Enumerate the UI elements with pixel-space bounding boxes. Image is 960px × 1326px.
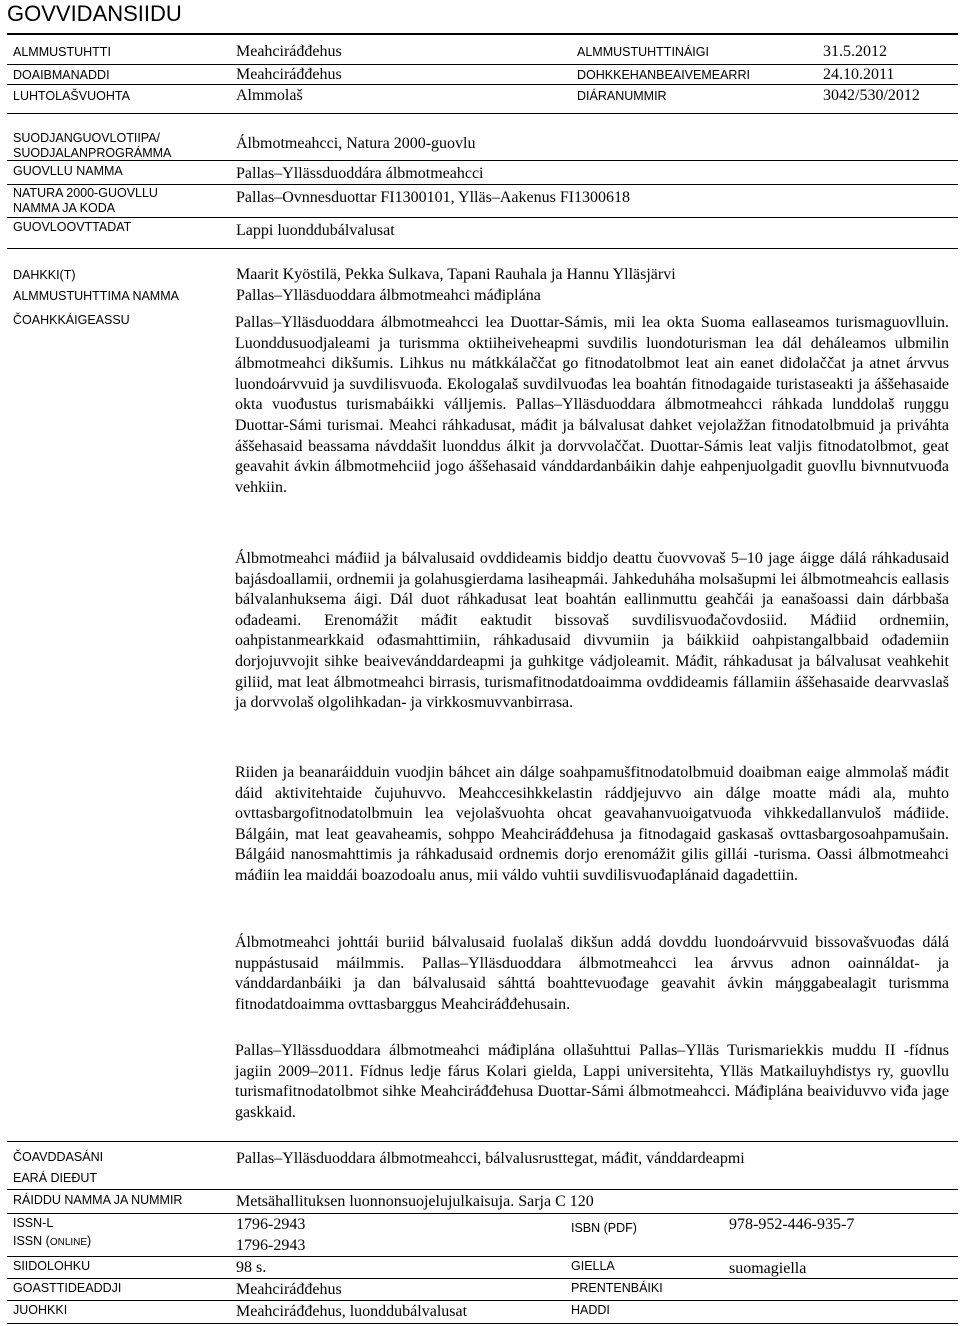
issn-value: 1796-2943 xyxy=(236,1216,306,1233)
divider xyxy=(7,1323,958,1324)
price-label: HADDI xyxy=(571,1303,610,1317)
divider xyxy=(7,217,958,218)
keywords-value: Pallas–Ylläsduoddara álbmotmeahcci, bálvalusrusttegat, máđit, vánddardeapmi xyxy=(236,1150,745,1167)
summary-paragraph: Pallas–Yllässduoddara álbmotmeahci máđiplána ollašuhttui Pallas–Ylläs Turismariekkis muddu II -fídnus jagiin 2009–2011. Fídnus ledje fárus Kolari gielda, Lappi universitehta, Ylläs Matkailuyhdistys ry, guovllu turismafitnodatolbmot sihke Meahciráđđehusa Duottar-Sámi álbmotmeahcci. Máđiplána beaividuvvo viđa jage gaskkaid. xyxy=(235,1042,949,1121)
issn-online-value: 1796-2943 xyxy=(236,1237,306,1254)
divider xyxy=(7,1300,958,1301)
pubdate-label: ALMMUSTUHTTINÁIGI xyxy=(577,45,709,59)
author-label: ALMMUSTUHTTI xyxy=(13,45,111,59)
regional-label: GUOVLOOVTTADAT xyxy=(13,220,132,234)
order-date-value: 24.10.2011 xyxy=(823,66,895,83)
pubname-value: Pallas–Ylläsduoddara álbmotmeahci máđiplána xyxy=(236,287,541,304)
natura-label: NATURA 2000-GUOVLLU NAMMA JA KODA xyxy=(13,186,158,215)
summary-paragraph: Riiden ja beanaráiddu​in vuodjin báhcet ain dálge soahpamušfitnodatolbmuid doaibman eaige almmolaš máđit dáid aktivitehtaide čujuhuvvo. Meahccesihkkelastin ráddjejuvvo ain dálge moatte mádi ala, muhto ovttasbargofitnodatolbmuin lea vejolašvuohta ohcat geavahanvuoigatvuođa vihkkedallanvuloš máđiide. Bálgáin, mat leat geavaheamis, sohppo Meahciráđđehusa ja fitnodagaid gaskasaš ovttasbargosoahpamušain. Bálgáid nanosmahttimis ja ráhkadusaid ordnemis dorjo erenomážit gilis gillái -turisma. Oassi álbmotmeahci máđiin lea maiddái boazodoalu anus, mii váldo vuhtii suvdilisvuođaplánaid dagadettiin. xyxy=(235,764,949,884)
distributor-value: Meahciráđđehus, luonddubálvalusat xyxy=(236,1303,468,1320)
distributor-label: JUOHKKI xyxy=(13,1303,68,1317)
divider xyxy=(7,184,958,185)
divider xyxy=(7,1141,958,1142)
series-value: Metsähallituksen luonnonsuojelujulkaisuja. Sarja C 120 xyxy=(236,1193,594,1210)
pages-value: 98 s. xyxy=(236,1259,267,1276)
pubdate-value: 31.5.2012 xyxy=(823,43,887,60)
natura-value: Pallas–Ovnnesduottar FI1300101, Ylläs–Aakenus FI1300618 xyxy=(236,189,631,206)
ordered-label: DOAIBMANADDI xyxy=(13,68,110,82)
divider xyxy=(7,1189,958,1190)
area-name-value: Pallas–Yllässduoddára álbmotmeahcci xyxy=(236,165,484,182)
program-value: Álbmotmeahcci, Natura 2000-guovlu xyxy=(236,135,476,152)
series-label: RÁIDDU NAMMA JA NUMMIR xyxy=(13,1193,183,1207)
area-name-label: GUOVLLU NAMMA xyxy=(13,164,123,178)
issn-label: ISSN-L xyxy=(13,1216,54,1230)
publisher-label: GOASTTIDEADDJI xyxy=(13,1281,122,1295)
issn-online-label: ISSN (ONLINE) xyxy=(13,1234,92,1248)
publisher-value: Meahciráđđehus xyxy=(236,1281,342,1298)
divider xyxy=(7,160,958,161)
summary-paragraph: Álbmotmeahci johttái buriid bálvalusaid fuolalaš dikšun addá dovddu luondoárvvuid bissovašvuođas dálá nuppástusaid máilmmis. Pallas–Ylläsduoddara álbmotmeahcci lea árvvus adnon oainnáldat- ja vánddardanbáiki ja dan bálvalusaid sáhttá boahttevuođage geavahit ávkin máŋggabealagit turismma fitnodatdoaimma ovttasbarggus Meahciráđđehusain. xyxy=(235,934,949,1013)
keywords-label: ČOAVDDASÁNI EARÁ DIEĐUT xyxy=(13,1150,104,1185)
divider xyxy=(7,64,958,65)
page-title: GOVVIDANSIIDU xyxy=(7,1,182,26)
divider xyxy=(7,113,958,114)
printer-label: PRENTENBÁIKI xyxy=(571,1281,663,1295)
divider xyxy=(7,84,958,85)
classification-value: Almmolaš xyxy=(236,87,303,104)
record-label: DIÁRANUMMIR xyxy=(577,89,667,103)
regional-value: Lappi luonddubálvalusat xyxy=(236,222,395,239)
classification-label: LUHTOLAŠVUOHTA xyxy=(13,89,130,103)
pages-label: SIIDOLOHKU xyxy=(13,1259,91,1273)
program-label: SUODJANGUOVLOTIIPA/ SUODJALANPROGRÁMMA xyxy=(13,131,172,160)
record-value: 3042/530/2012 xyxy=(823,87,920,104)
title-divider xyxy=(7,33,958,35)
language-value: suomagiella xyxy=(729,1260,807,1277)
divider xyxy=(7,248,958,249)
divider xyxy=(7,1256,958,1257)
author-value: Meahciráđđehus xyxy=(236,43,342,60)
isbn-value: 978-952-446-935-7 xyxy=(729,1216,855,1233)
summary-paragraph: Pallas–Ylläsduoddara álbmotmeahcci lea Duottar-Sámis, mii lea okta Suoma eallaseamos turismaguovlluin. Luonddusuodjaleami ja turismma oktiiheiveheapmi suvdilis luondoturisman lea dál deháleamos ulbmilin álbmotmeahci dikšumis. Lihkus nu mátkkálaččat go fitnodatolbmot leat ain eanet diđolaččat ja atnet árvvus luondoárvvuid ja suvdilisvuođa. Ekologalaš suvdilvuođas lea boahtán fitnodagaide turistaseakti ja áššehasaide okta vuođustus turismabáikki válljemis. Pallas–Ylläsduoddara álbmotmeahcci ráhkada lunddolaš ruŋggu Duottar-Sámi turismai. Meahci ráhkadusat, máđit ja bálvalusat dahket vejolažžan fitnodatolbmuid ja priváhta áššehasaid beassama návddašit luonddus álkit ja dorvvolaččat. Duottar-Sámis leat valjis fitnodatolbmot, geat geavahit ávkin álbmotmehciid jogo áššehasaid vánddardanbáikin dahje eahpenjuolgadit guovllu bivnnutvuođa vehkiin. xyxy=(235,314,949,496)
language-label: GIELLA xyxy=(571,1259,615,1273)
order-date-label: DOHKKEHANBEAIVEMEARRI xyxy=(577,68,750,82)
authors-value: Maarit Kyöstilä, Pekka Sulkava, Tapani Rauhala ja Hannu Ylläsjärvi xyxy=(236,266,676,283)
summary-paragraph: Álbmotmeahci máđiid ja bálvalusaid ovddideamis biddjo deattu čuovvovaš 5–10 jage áigge dálá ráhkadusaid bajásdoallamii, ordnemii ja golahusgierdama lasiheapmái. Jahkeduháha molsašupmi lei álbmotmeahcis eallasis bálvalanhuksema áigi. Dál duot ráhkadusat leat boahtán eallinmuttu geahčái ja eanašoassi dain dárbbaša ođadeami. Erenomážit máđit eaktudit bissovaš suvdilisvuođačovdosiid. Máđiid ordnemiin, oahpistanmearkkaid ođasmahttimiin, ráhkadusaid divvumiin ja báikkiid oahpistangalbbaid ođademiin dorjojuvvojit sihke beaivevánddardeapmi ja guhkitge vádjoleamit. Máđit, ráhkadusat ja bálvalusat veahkehit giliid, mat leat álbmotmeahci birrasis, turismafitnodatdoaimma ovddideamis fállamiin áššehasaide dearvvaslaš ja dorvvolaš olgolihkadan- ja virkkosmuvvanbirrasa. xyxy=(235,550,949,712)
isbn-label: ISBN (PDF) xyxy=(571,1221,637,1235)
authors-label: DAHKKI(T) xyxy=(13,268,76,282)
divider xyxy=(7,1278,958,1279)
divider xyxy=(7,1213,958,1214)
ordered-value: Meahciráđđehus xyxy=(236,66,342,83)
summary-label: ČOAHKKÁIGEASSU xyxy=(13,313,130,327)
pubname-label: ALMMUSTUHTTIMA NAMMA xyxy=(13,289,179,303)
